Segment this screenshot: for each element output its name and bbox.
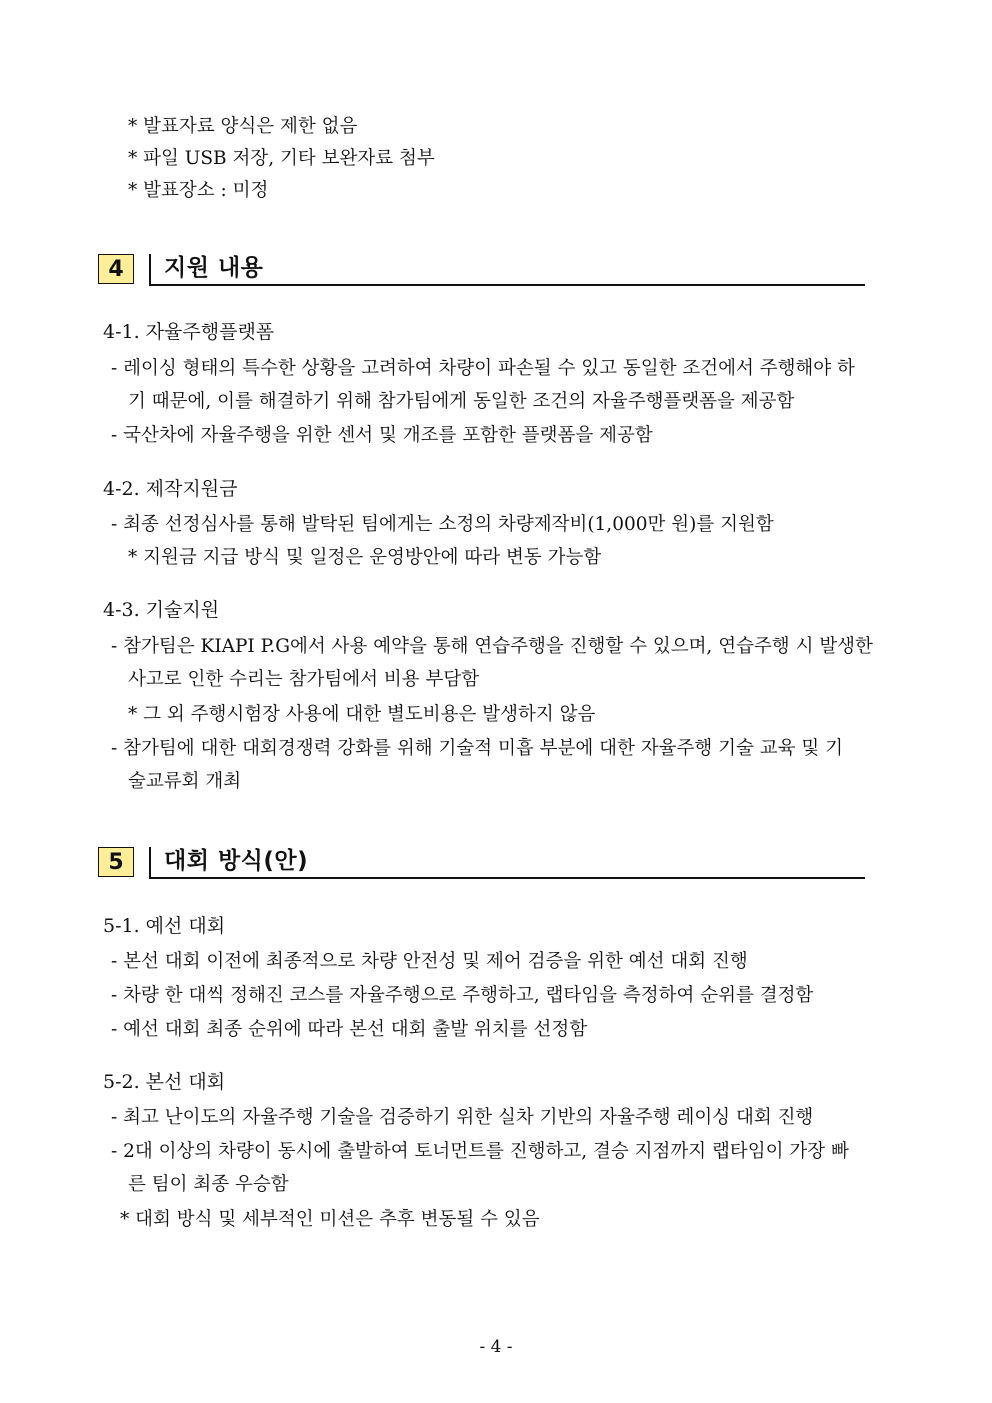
item-5-2-2-line1: - 2대 이상의 차량이 동시에 출발하여 토너먼트를 진행하고, 결승 지점까지 랩타임이 가장 빠 [111, 1141, 849, 1162]
note-5-2: * 대회 방식 및 세부적인 미션은 추후 변동될 수 있음 [120, 1209, 540, 1230]
section-4-title: 지원 내용 [164, 255, 264, 281]
item-5-2-1: - 최고 난이도의 자율주행 기술을 검증하기 위한 실차 기반의 자율주행 레이싱 대회 진행 [111, 1107, 814, 1128]
section-4-header [98, 254, 865, 286]
note-file-usb: * 파일 USB 저장, 기타 보완자료 첨부 [128, 148, 435, 169]
section-4-divider [149, 254, 151, 286]
section-5-divider [149, 847, 151, 879]
subsection-4-2-heading: 4-2. 제작지원금 [103, 478, 238, 500]
item-4-3-1-line2: 사고로 인한 수리는 참가팀에서 비용 부담함 [128, 669, 480, 690]
item-4-1-1-line2: 기 때문에, 이를 해결하기 위해 참가팀에게 동일한 조건의 자율주행플랫폼을 제공함 [128, 391, 795, 412]
page-number: - 4 - [479, 1337, 513, 1357]
section-5-header [98, 847, 865, 879]
item-4-3-1-line1: - 참가팀은 KIAPI P.G에서 사용 예약을 통해 연습주행을 진행할 수 있으며, 연습주행 시 발생한 [111, 636, 873, 657]
note-presentation-format: * 발표자료 양식은 제한 없음 [128, 116, 358, 137]
item-5-2-2-line2: 른 팀이 최종 우승함 [128, 1174, 289, 1195]
item-4-2-1: - 최종 선정심사를 통해 발탁된 팀에게는 소정의 차량제작비(1,000만 원)를 지원함 [111, 514, 774, 535]
section-5-number: 5 [98, 847, 134, 877]
section-4-number: 4 [98, 254, 134, 284]
item-5-1-3: - 예선 대회 최종 순위에 따라 본선 대회 출발 위치를 선정함 [111, 1019, 588, 1040]
note-4-3: * 그 외 주행시험장 사용에 대한 별도비용은 발생하지 않음 [128, 704, 596, 725]
item-5-1-2: - 차량 한 대씩 정해진 코스를 자율주행으로 주행하고, 랩타임을 측정하여 순위를 결정함 [111, 985, 814, 1006]
note-venue: * 발표장소 : 미정 [128, 180, 269, 201]
item-4-1-2: - 국산차에 자율주행을 위한 센서 및 개조를 포함한 플랫폼을 제공함 [111, 425, 653, 446]
item-4-3-2-line1: - 참가팀에 대한 대회경쟁력 강화를 위해 기술적 미흡 부분에 대한 자율주행 기술 교육 및 기 [111, 738, 843, 759]
section-4-underline [149, 284, 865, 286]
item-4-1-1-line1: - 레이싱 형태의 특수한 상황을 고려하여 차량이 파손될 수 있고 동일한 조건에서 주행해야 하 [111, 358, 855, 379]
section-5-title: 대회 방식(안) [164, 848, 309, 874]
item-4-3-2-line2: 술교류회 개최 [128, 771, 242, 792]
subsection-4-3-heading: 4-3. 기술지원 [103, 599, 220, 621]
section-5-underline [149, 877, 865, 879]
subsection-5-1-heading: 5-1. 예선 대회 [103, 915, 226, 937]
subsection-4-1-heading: 4-1. 자율주행플랫폼 [103, 321, 275, 343]
item-5-1-1: - 본선 대회 이전에 최종적으로 차량 안전성 및 제어 검증을 위한 예선 대회 진행 [111, 951, 748, 972]
subsection-5-2-heading: 5-2. 본선 대회 [103, 1071, 226, 1093]
note-4-2: * 지원금 지급 방식 및 일정은 운영방안에 따라 변동 가능함 [128, 547, 602, 568]
